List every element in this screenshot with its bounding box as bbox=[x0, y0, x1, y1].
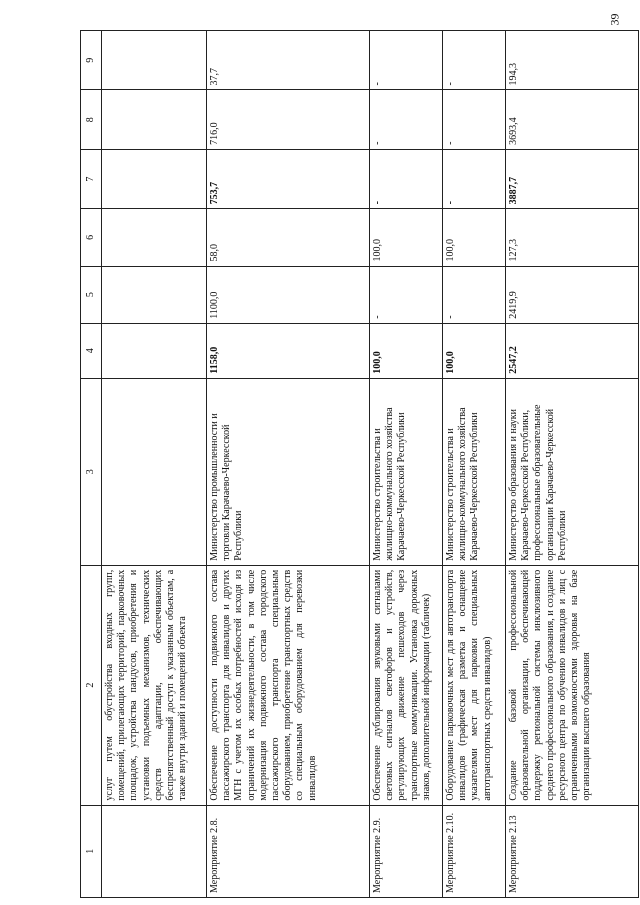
measure-id bbox=[102, 805, 207, 897]
value-cell: 127,3 bbox=[506, 209, 639, 266]
value-cell: 100,0 bbox=[370, 323, 443, 378]
measure-description: Обеспечение доступности подвижного состава пассажирского транспорта для инвалидов и других МГН с учетом их особых потребностей исходя из ограничений их жизнедеятельности, в том числе модернизация подвижного состава городского пассажирского транспорта специальным оборудованием, приобретение транспортных средств со специальным оборудованием для перевозки инвалидов bbox=[207, 565, 370, 805]
value-cell: 753,7 bbox=[207, 149, 370, 208]
table-row bbox=[207, 31, 370, 898]
value-cell: 716,0 bbox=[207, 90, 370, 149]
value-cell bbox=[102, 323, 207, 378]
value-cell: - bbox=[443, 149, 506, 208]
value-cell: - bbox=[370, 149, 443, 208]
value-cell: 2547,2 bbox=[506, 323, 639, 378]
table-row bbox=[443, 31, 506, 898]
value-cell bbox=[102, 90, 207, 149]
table-row bbox=[102, 31, 207, 898]
value-cell: 3887,7 bbox=[506, 149, 639, 208]
measure-description: услуг путем обустройства входных групп, помещений, прилегающих территорий, парковочных площадок, устройства пандусов, приобретения и установки подъемных механизмов, технических средств адаптации, обеспечивающих беспрепятственный доступ к указанным объектам, а также внутри зданий и помещений объекта bbox=[102, 565, 207, 805]
measure-executor bbox=[102, 378, 207, 565]
header-cell: 2 bbox=[81, 565, 102, 805]
measure-id: Мероприятие 2.9. bbox=[370, 805, 443, 897]
header-cell: 8 bbox=[81, 90, 102, 149]
measure-description: Создание базовой профессиональной образовательной организации, обеспечивающей поддержку региональной системы инклюзивного среднего профессионального образования, и создание ресурсного центра по обучению инвалидов и лиц с ограниченными возможностями здоровья на базе организации высшего образования bbox=[506, 565, 639, 805]
measure-description: Оборудование парковочных мест для автотранспорта инвалидов (графическая разметка и оснащение указателями мест для парковки специальных автотранспортных средств инвалидов) bbox=[443, 565, 506, 805]
value-cell: 1158,0 bbox=[207, 323, 370, 378]
value-cell bbox=[102, 266, 207, 323]
header-cell: 1 bbox=[81, 805, 102, 897]
table-sheet bbox=[80, 30, 633, 898]
value-cell: - bbox=[443, 90, 506, 149]
header-row bbox=[81, 31, 102, 898]
header-cell: 6 bbox=[81, 209, 102, 266]
header-cell: 9 bbox=[81, 31, 102, 91]
measure-id: Мероприятие 2.13 bbox=[506, 805, 639, 897]
value-cell: - bbox=[370, 90, 443, 149]
measure-executor: Министерство строительства и жилищно-коммунального хозяйства Карачаево-Черкесской Республики bbox=[370, 378, 443, 565]
value-cell bbox=[102, 31, 207, 91]
measure-executor: Министерство промышленности и торговли Карачаево-Черкесской Республики bbox=[207, 378, 370, 565]
value-cell bbox=[102, 149, 207, 208]
page-number: 39 bbox=[607, 13, 622, 25]
value-cell: 2419,9 bbox=[506, 266, 639, 323]
header-cell: 4 bbox=[81, 323, 102, 378]
value-cell: 3693,4 bbox=[506, 90, 639, 149]
table-row bbox=[506, 31, 639, 898]
header-cell: 3 bbox=[81, 378, 102, 565]
value-cell: 58,0 bbox=[207, 209, 370, 266]
value-cell: - bbox=[370, 266, 443, 323]
value-cell: 100,0 bbox=[443, 209, 506, 266]
rotated-table-container bbox=[80, 30, 633, 898]
value-cell: 194,3 bbox=[506, 31, 639, 91]
measure-id: Мероприятие 2.8. bbox=[207, 805, 370, 897]
value-cell: 100,0 bbox=[443, 323, 506, 378]
header-cell: 5 bbox=[81, 266, 102, 323]
value-cell: 37,7 bbox=[207, 31, 370, 91]
value-cell: - bbox=[443, 266, 506, 323]
measure-description: Обеспечение дублирования звуковыми сигналами световых сигналов светофоров и устройств, регулирующих движение пешеходов через транспортные коммуникации. Установка дорожных знаков, дополнительной информации (табличек) bbox=[370, 565, 443, 805]
budget-table bbox=[80, 30, 639, 898]
measure-id: Мероприятие 2.10. bbox=[443, 805, 506, 897]
table-row bbox=[370, 31, 443, 898]
value-cell: 1100,0 bbox=[207, 266, 370, 323]
value-cell: - bbox=[443, 31, 506, 91]
measure-executor: Министерство образования и науки Карачаево-Черкесской Республики, профессиональные образовательные организации Карачаево-Черкесской Республики bbox=[506, 378, 639, 565]
value-cell: 100,0 bbox=[370, 209, 443, 266]
header-cell: 7 bbox=[81, 149, 102, 208]
value-cell: - bbox=[370, 31, 443, 91]
value-cell bbox=[102, 209, 207, 266]
measure-executor: Министерство строительства и жилищно-коммунального хозяйства Карачаево-Черкесской Республики bbox=[443, 378, 506, 565]
